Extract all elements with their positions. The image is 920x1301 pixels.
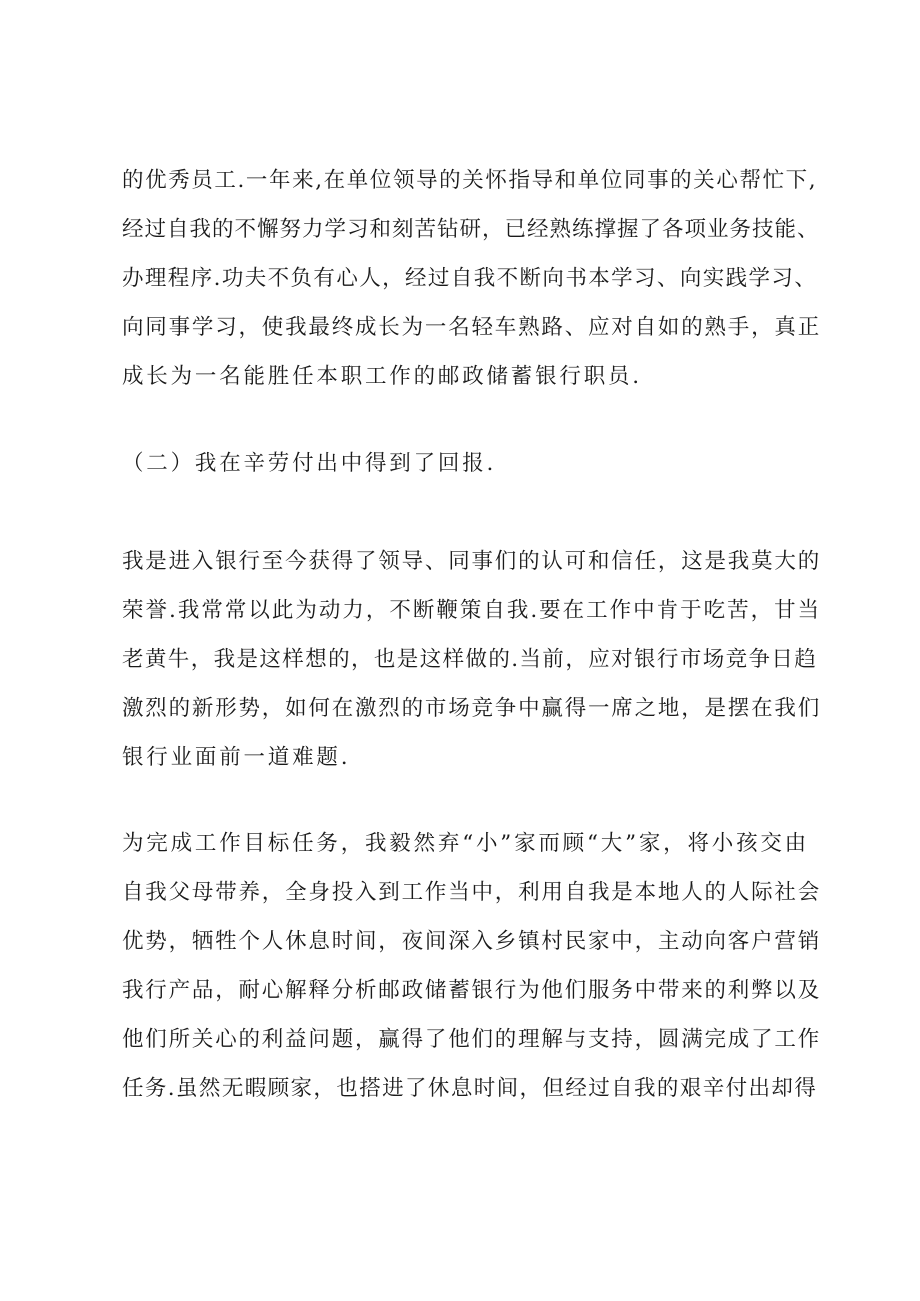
section-heading [122, 439, 822, 488]
text-line: 老黄牛，我是这样想的，也是这样做的.当前，应对银行市场竞争日趋 [122, 647, 818, 672]
text-line: 向同事学习，使我最终成长为一名轻车熟路、应对自如的熟手，真正 [122, 315, 822, 340]
paragraph-work-goals [122, 819, 822, 1113]
text-line: 的优秀员工.一年来,在单位领导的关怀指导和单位同事的关心帮忙下, [122, 168, 818, 193]
text-line: 激烈的新形势，如何在激烈的市场竞争中赢得一席之地，是摆在我们 [122, 696, 822, 721]
text-line: 他们所关心的利益问题，赢得了他们的理解与支持，圆满完成了工作 [122, 1027, 822, 1052]
paragraph-continuation [122, 156, 822, 401]
text-line: 自我父母带养，全身投入到工作当中，利用自我是本地人的人际社会 [122, 880, 822, 905]
paragraph-recognition [122, 537, 822, 782]
heading-line: （二）我在辛劳付出中得到了回报. [122, 451, 497, 476]
text-line: 我是进入银行至今获得了领导、同事们的认可和信任，这是我莫大的 [122, 549, 822, 574]
text-line: 任务.虽然无暇顾家，也搭进了休息时间，但经过自我的艰辛付出却得 [122, 1076, 818, 1101]
text-line: 成长为一名能胜任本职工作的邮政储蓄银行职员. [122, 364, 642, 389]
text-line: 荣誉.我常常以此为动力，不断鞭策自我.要在工作中肯于吃苦，甘当 [122, 598, 822, 623]
text-line: 优势，牺牲个人休息时间，夜间深入乡镇村民家中，主动向客户营销 [122, 929, 822, 954]
text-line: 办理程序.功夫不负有心人，经过自我不断向书本学习、向实践学习、 [122, 266, 818, 291]
text-line: 为完成工作目标任务，我毅然弃“小”家而顾“大”家，将小孩交由 [122, 831, 809, 856]
text-line: 我行产品，耐心解释分析邮政储蓄银行为他们服务中带来的利弊以及 [122, 978, 822, 1003]
text-line: 银行业面前一道难题. [122, 745, 351, 770]
text-line: 经过自我的不懈努力学习和刻苦钻研，已经熟练撑握了各项业务技能、 [122, 217, 820, 242]
